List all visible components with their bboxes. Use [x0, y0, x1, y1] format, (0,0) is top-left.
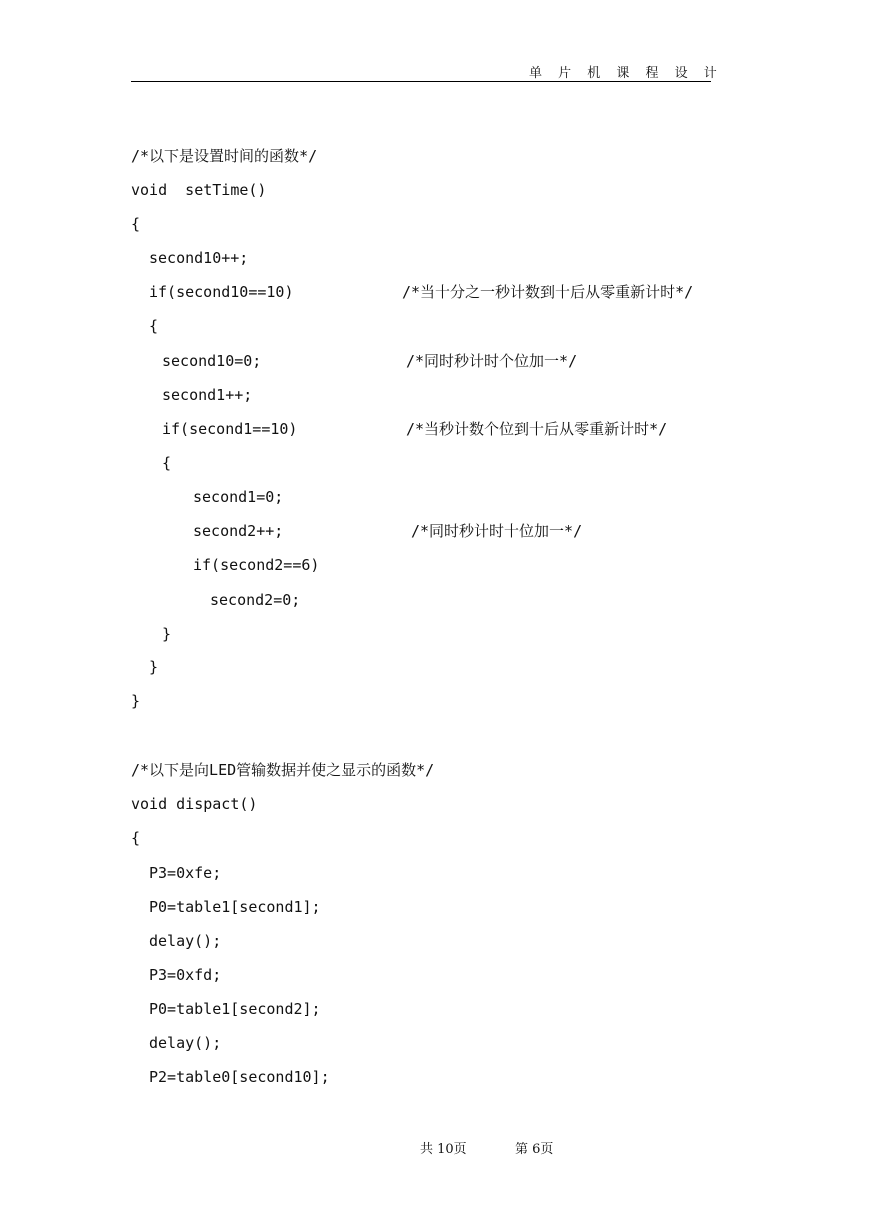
code-line: P3=0xfe;	[149, 864, 222, 882]
code-line: {	[131, 215, 141, 233]
code-line: P2=table0[second10];	[149, 1068, 330, 1086]
code-line: void setTime()	[131, 181, 267, 199]
code-comment: /*当十分之一秒计数到十后从零重新计时*/	[402, 283, 694, 301]
code-line: second1=0;	[193, 488, 284, 506]
header-title: 单 片 机 课 程 设 计	[529, 66, 723, 81]
code-line: second10++;	[149, 249, 249, 267]
code-line: {	[162, 454, 172, 472]
code-line: delay();	[149, 1034, 222, 1052]
code-line: if(second2==6)	[193, 556, 320, 574]
code-line: {	[149, 317, 159, 335]
code-line: /*以下是设置时间的函数*/	[131, 147, 318, 165]
code-line: {	[131, 829, 141, 847]
code-line: if(second1==10)	[162, 420, 298, 438]
code-line: delay();	[149, 932, 222, 950]
code-line: void dispact()	[131, 795, 258, 813]
code-line: /*以下是向LED管输数据并使之显示的函数*/	[131, 761, 435, 779]
total-pages: 共 10页	[420, 1142, 467, 1157]
code-line: if(second10==10)	[149, 283, 294, 301]
code-line: second1++;	[162, 386, 253, 404]
code-line: second10=0;	[162, 352, 262, 370]
code-line: second2=0;	[210, 591, 301, 609]
code-line: }	[131, 692, 141, 710]
code-line: }	[162, 625, 172, 643]
current-page: 第 6页	[515, 1142, 554, 1157]
code-comment: /*当秒计数个位到十后从零重新计时*/	[406, 420, 668, 438]
code-line: P0=table1[second2];	[149, 1000, 321, 1018]
code-line: P3=0xfd;	[149, 966, 222, 984]
code-line: }	[149, 658, 159, 676]
code-comment: /*同时秒计时个位加一*/	[406, 352, 578, 370]
code-comment: /*同时秒计时十位加一*/	[411, 522, 583, 540]
code-line: second2++;	[193, 522, 284, 540]
code-line: P0=table1[second1];	[149, 898, 321, 916]
